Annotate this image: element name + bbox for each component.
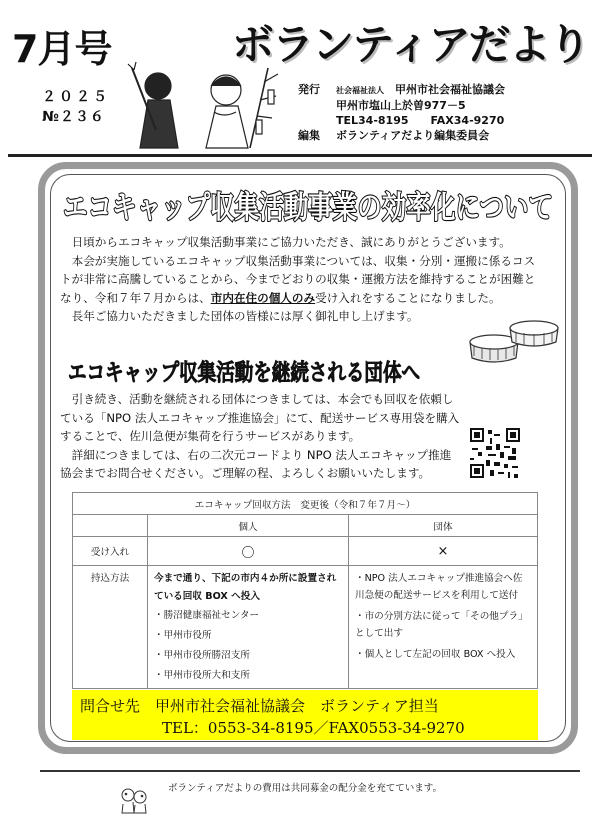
footer-character-illustration: [118, 784, 150, 814]
list-item: ・甲州市役所: [154, 630, 212, 641]
table-row: [73, 537, 538, 566]
publisher-block: [298, 82, 505, 143]
article-heading-text: エコキャップ収集活動事業の効率化について: [63, 190, 553, 226]
list-item: ・個人として左記の回収 BOX へ投入: [355, 649, 516, 660]
editor-name: ボランティアだより編集委員会: [336, 129, 490, 142]
accept-group-mark: ×: [349, 537, 538, 566]
collection-box-list: [154, 606, 342, 686]
collection-method-table: [72, 492, 538, 689]
footer-rule: [40, 770, 580, 772]
contact-banner: [72, 690, 538, 740]
table-caption: エコキャップ回収方法 変更後（令和７年７月～）: [73, 493, 538, 515]
tanabata-children-illustration: [118, 60, 298, 152]
list-item: ・市の分別方法に従って「その他プラ」として出す: [355, 611, 528, 639]
article-heading: [58, 182, 558, 230]
issue-title: 7月号: [12, 27, 112, 71]
bottle-caps-illustration: [462, 312, 562, 370]
publish-label: 発行: [298, 83, 320, 96]
article-subheading: [66, 350, 505, 390]
list-item: ・甲州市役所大和支所: [154, 670, 250, 681]
list-item: ・勝沼健康福祉センター: [154, 610, 260, 621]
list-item: ・NPO 法人エコキャップ推進協会へ佐川急便の配送サービスを利用して送付: [355, 573, 523, 601]
group-method-cell: [349, 566, 538, 689]
footer-note: ボランティアだよりの費用は共同募金の配分金を充てています。: [168, 783, 442, 794]
header-blank: [73, 515, 148, 537]
contact-line-1: 問合せ先 甲州市社会福祉協議会 ボランティア担当: [80, 697, 439, 715]
continuation-text: 引き続き、活動を継続される団体につきましては、本会でも回収を依頼している「NPO 法人エコキャップ推進協会」にて、配送サービス専用袋を購入することで、佐川急便が集荷を行うサービスがあります。: [60, 392, 460, 443]
table-header-row: [73, 515, 538, 537]
article-paragraph-2: [60, 390, 460, 483]
issue-number: №２３６: [42, 109, 105, 125]
qr-code[interactable]: [470, 428, 520, 478]
change-notice-emphasis: 市内在住の個人のみ: [210, 290, 316, 305]
greeting-line: 日頃からエコキャップ収集活動事業にご協力いただき、誠にありがとうございます。: [71, 235, 511, 249]
table-row: [73, 566, 538, 689]
change-notice-a: 本会が実施しているエコキャップ収集活動事業については、収集・分別・運搬に係るコストが非常に高騰していることから、今までどおりの収集・運搬方法を維持することが困難となり、令和７年７月からは、: [60, 253, 536, 305]
edit-label: 編集: [298, 129, 320, 142]
inquiry-text: 詳細につきましては、右の二次元コードより NPO 法人エコキャップ推進協会までお問合せください。ご理解の程、よろしくお願いいたします。: [60, 447, 452, 480]
row-label-accept: 受け入れ: [73, 537, 148, 566]
individual-method-cell: [148, 566, 349, 689]
contact-line-2: TEL：0553-34-8195／FAX0553-34-9270: [162, 719, 465, 737]
newsletter-title: ボランティアだより: [232, 20, 589, 69]
masthead-rule: [8, 154, 592, 157]
row-label-bring: 持込方法: [73, 566, 148, 689]
individual-method-lead: 今まで通り、下記の市内４か所に設置されている回収 BOX へ投入: [154, 573, 337, 602]
thanks-line: 長年ご協力いただきました団体の皆様には厚く御礼申し上げます。: [71, 309, 419, 323]
org-fax: FAX34-9270: [430, 114, 505, 127]
accept-individual-mark: 〇: [148, 537, 349, 566]
header-individual: 個人: [148, 515, 349, 537]
issue-year: ２０２５: [42, 89, 110, 105]
org-address: 甲州市塩山上於曽977－5: [336, 99, 466, 112]
org-tel: TEL34-8195: [336, 114, 409, 127]
change-notice-b: 受け入れをすることになりました。: [315, 290, 501, 305]
article-subheading-text: エコキャップ収集活動を継続される団体へ: [68, 360, 505, 386]
list-item: ・甲州市役所勝沼支所: [154, 650, 250, 661]
header-group: 団体: [349, 515, 538, 537]
org-kind: 社会福祉法人: [336, 86, 384, 95]
org-name: 甲州市社会福祉協議会: [395, 83, 505, 96]
